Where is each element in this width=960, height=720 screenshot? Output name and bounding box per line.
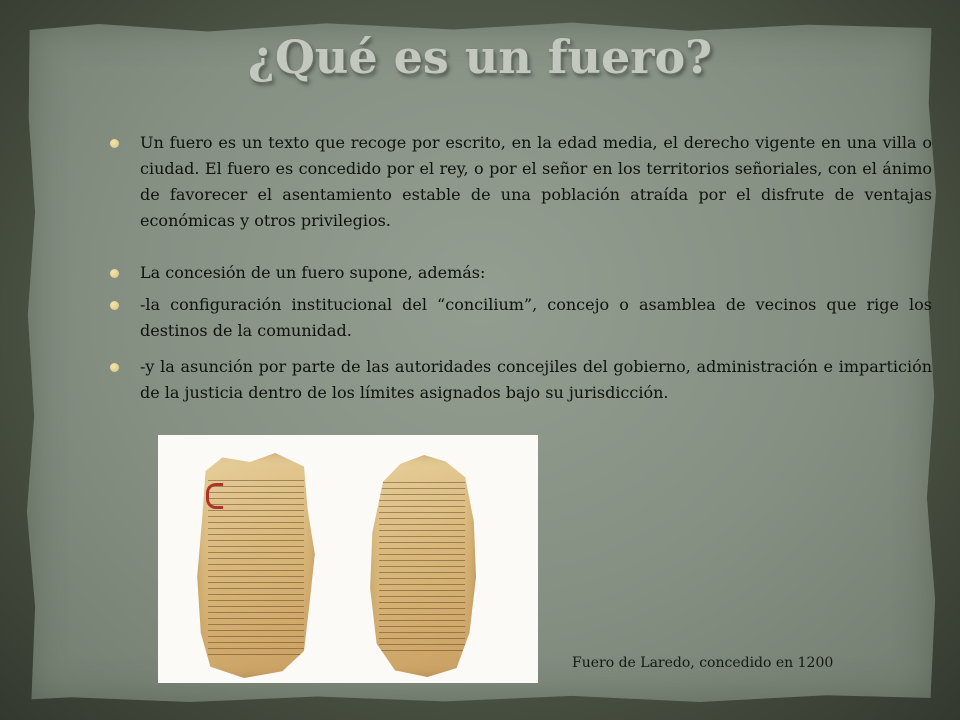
bullet-dot-icon (110, 139, 119, 148)
manuscript-leaf-left (196, 453, 316, 678)
bullet-text: La concesión de un fuero supone, además: (140, 263, 486, 282)
image-caption: Fuero de Laredo, concedido en 1200 (572, 655, 834, 671)
manuscript-image (158, 435, 538, 683)
bullet-text: Un fuero es un texto que recoge por escrito, en la edad media, el derecho vigente en una villa o ciudad. El fuero es concedido por el rey, o por el señor en los territorios señoriales, con el ánimo de favorecer el asentamiento estable de una población atraída por el disfrute de ventajas económicas y otros privilegios. (140, 133, 932, 230)
bullet-text: -y la asunción por parte de las autoridades concejiles del gobierno, administración e impartición de la justicia dentro de los límites asignados bajo su jurisdicción. (140, 357, 932, 402)
bullet-dot-icon (110, 301, 119, 310)
bullet-item (110, 130, 932, 234)
manuscript-leaf-right (368, 455, 476, 677)
bullet-item (110, 354, 932, 406)
red-initial-letter (206, 483, 223, 509)
bullet-text: -la configuración institucional del “concilium”, concejo o asamblea de vecinos que rige los destinos de la comunidad. (140, 295, 932, 340)
bullet-dot-icon (110, 363, 119, 372)
bullet-dot-icon (110, 269, 119, 278)
manuscript-text-lines (379, 482, 465, 655)
slide-title: ¿Qué es un fuero? (247, 30, 713, 84)
bullet-item (110, 292, 932, 344)
bullet-list (110, 130, 932, 406)
bullet-item (110, 260, 932, 286)
